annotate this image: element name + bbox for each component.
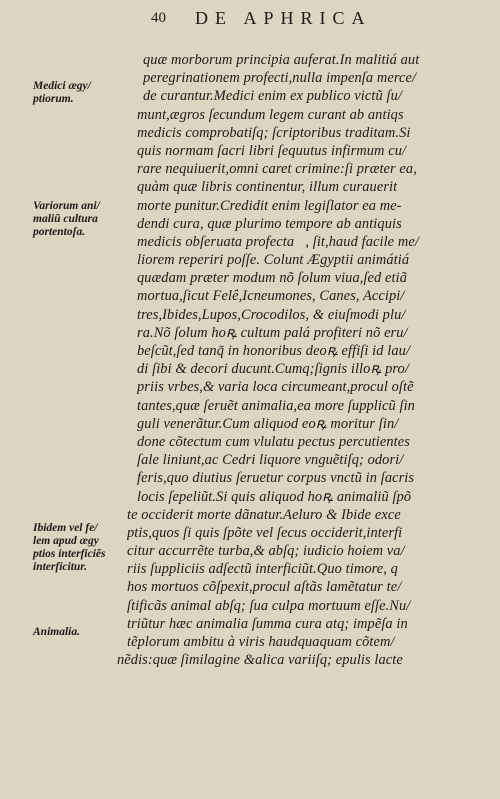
page-header <box>0 0 500 40</box>
text-line: mortua,ſicut Felê,Icneumones, Canes, Accipi/ <box>137 288 405 305</box>
text-line: guli venerãtur.Cum aliquod eoꝶ moritur ſin/ <box>137 415 399 432</box>
text-line: quædam præter modum nõ ſolum viua,ſed etiã <box>137 270 408 287</box>
margin-note-animalia <box>33 626 80 639</box>
text-line: beſcũt,ſed tanq̃ in honoribus deoꝶ effiſi id lau/ <box>137 343 411 359</box>
text-line: ra.Nõ ſolum hoꝶ cultum palá profiteri nõ eru/ <box>137 324 408 341</box>
text-line: medicis comprobatiſq; ſcriptoribus traditam.Si <box>137 124 411 141</box>
text-line: de curantur.Medici enim ex publico victũ ſu/ <box>143 88 402 105</box>
margin-note-line: Medici ægy/ <box>33 80 91 92</box>
text-line: priis vrbes,& varia loca circumeant,procul oſtẽ <box>137 379 414 396</box>
running-title: DE APHRICA <box>195 8 372 28</box>
text-line: nẽdis:quæ ſimilagine &alica variiſq; epulis lacte <box>117 652 403 669</box>
text-line: di ſibi & decori ducunt.Cumq;ſignis illoꝶ pro/ <box>137 361 409 378</box>
text-line: tres,Ibides,Lupos,Crocodilos, & eiuſmodi plu/ <box>137 306 406 323</box>
text-line: te occiderit morte dãnatur.Aeluro & Ibide exce <box>127 506 401 523</box>
text-line: tẽplorum ambitu à viris haudquaquam cõtem/ <box>127 634 395 650</box>
text-line: peregrinationem profecti,nulla impenſa merce/ <box>143 70 417 87</box>
margin-note-medici <box>33 80 91 106</box>
text-line: morte punitur.Credidit enim legiſlator ea me- <box>137 197 402 214</box>
text-line: riis ſuppliciis adſectũ interficiũt.Quo timore, q <box>127 561 398 578</box>
text-line: liorem reperiri poſſe. Colunt Ægyptii animátiá <box>137 252 410 269</box>
text-line: quis normam ſacri libri ſequutus infirmum cu/ <box>137 142 407 159</box>
margin-note-line: Ibidem vel fe/ <box>33 522 98 534</box>
text-line: quæ morborum principia auferat.In malitiá aut <box>143 52 420 68</box>
text-line: tantes,quæ ſeruẽt animalia,ea more ſupplicũ ſin <box>137 397 415 414</box>
text-line: munt,ægros ſecundum legem curant ab antiqs <box>137 106 404 123</box>
text-line: locis ſepeliũt.Si quis aliquod hoꝶ animaliũ ſpõ <box>137 488 412 505</box>
margin-note-line: ptiorum. <box>33 93 74 105</box>
margin-note-line: maliũ cultura <box>33 213 98 225</box>
text-line: quàm quæ libris continentur, illum curauerit <box>137 179 398 196</box>
text-line: ſtificãs animal abſq; ſua culpa mortuum eſſe.Nu/ <box>127 597 411 614</box>
text-line: done cõtectum cum vlulatu pectus percutientes <box>137 433 410 450</box>
text-line: feris,quo diutius ſeruetur corpus vnctũ in ſacris <box>137 470 415 487</box>
text-line: medicis obſeruata profecta᷎, ſit,haud facile me/ <box>137 233 419 250</box>
margin-note-ibidem <box>33 522 106 574</box>
margin-note-line: ptios interficiẽs <box>33 548 106 560</box>
margin-note-line: Animalia. <box>33 626 80 638</box>
body-text <box>117 51 475 669</box>
margin-note-line: lem apud ægy <box>33 535 99 547</box>
text-line: rare nequiuerit,omni caret crimine:ſi præter ea, <box>137 161 417 178</box>
text-line: dendi cura, quæ plurimo tempore ab antiquis <box>137 215 402 232</box>
margin-note-line: portentoſa. <box>33 226 86 238</box>
text-line: citur accurrẽte turba,& abſq; iudicio hoiem va/ <box>127 543 405 560</box>
margin-note-variorum <box>33 200 100 239</box>
text-line: hos mortuos cõſpexit,procul aſtãs lamẽtatur te/ <box>127 579 402 596</box>
margin-note-line: interficitur. <box>33 561 87 573</box>
text-line: triũtur hæc animalia ſumma cura atq; impẽſa in <box>127 615 408 632</box>
text-line: ſale liniunt,ac Cedri liquore vnguẽtiſq; odori/ <box>137 452 404 469</box>
page-number: 40 <box>151 10 166 26</box>
margin-note-line: Variorum ani/ <box>33 200 100 212</box>
text-line: ptis,quos ſi quis ſpõte vel ſecus occiderit,interfi <box>127 524 403 541</box>
